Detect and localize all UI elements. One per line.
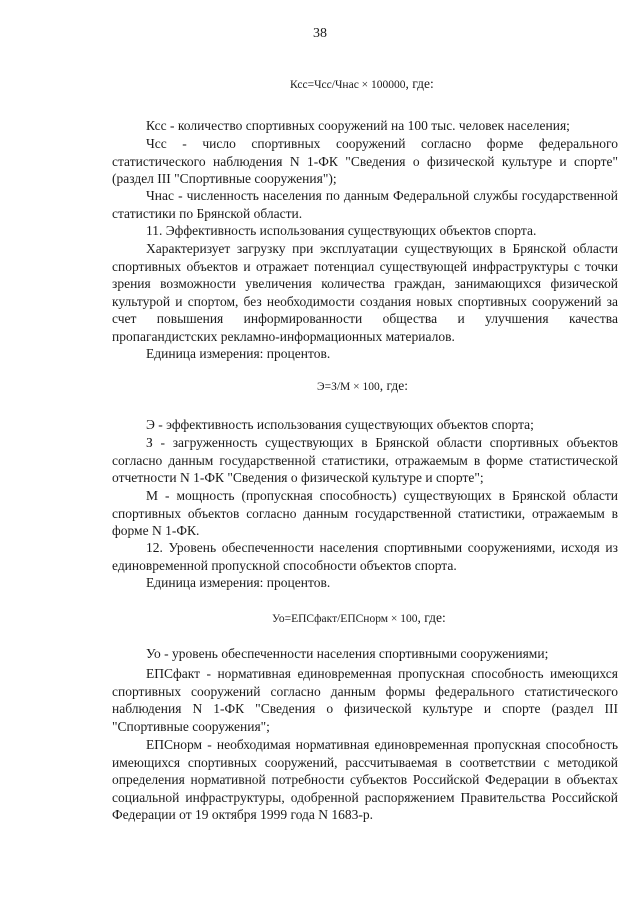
unit-of-measure: Единица измерения: процентов. xyxy=(146,346,331,361)
definition-chnas: Чнас - численность населения по данным Федеральной службы государственной статистики по Брянской области. xyxy=(112,188,618,221)
definition-chss: Чсс - число спортивных сооружений согласно форме федерального статистического наблюдения N 1-ФК "Сведения о физической культуре и спорте" (раздел III "Спортивные сооружения"); xyxy=(112,136,618,186)
formula-expression: Ксс=Чсс/Чнас × 100000 xyxy=(290,79,406,91)
definition-e: Э - эффективность использования существующих объектов спорта; xyxy=(146,417,534,432)
page-number: 38 xyxy=(313,26,327,41)
definition-z: З - загруженность существующих в Брянской области спортивных объектов согласно данным государственной статистики, отражаемым в форме статистической отчетности N 1-ФК "Сведения о физической культуре и спорте"; xyxy=(112,435,618,485)
formula-expression: Э=З/М × 100 xyxy=(317,381,380,393)
formula-sports-facilities xyxy=(290,76,434,92)
definition-eps-norm: ЕПСнорм - необходимая нормативная единовременная пропускная способность имеющихся спортивных сооружений, рассчитываемая в соответствии с методикой определения нормативной потребности субъектов Российской Федерации в объектах социальной инфраструктуры, одобренной распоряжением Правительства Российской Федерации от 19 октября 1999 года N 1683-р. xyxy=(112,737,618,822)
formula-efficiency xyxy=(317,378,408,394)
definition-uo: Уо - уровень обеспеченности населения спортивными сооружениями; xyxy=(146,646,549,661)
definition-eps-fakt: ЕПСфакт - нормативная единовременная пропускная способность имеющихся спортивных сооружений согласно данным формы федерального статистического наблюдения N 1-ФК "Сведения о физической культуре и спорте (раздел III "Спортивные сооружения"; xyxy=(112,666,618,734)
formula-suffix: , где: xyxy=(379,378,408,393)
unit-of-measure-2: Единица измерения: процентов. xyxy=(146,575,331,590)
formula-suffix: , где: xyxy=(405,76,434,91)
paragraph-characteristic: Характеризует загрузку при эксплуатации существующих в Брянской области спортивных объектов и отражает потенциал существующей инфраструктуры с точки зрения возможности увеличения количества граждан, занимающихся физической культурой и спортом, без необходимости создания новых спортивных сооружений за счет повышения информированности общества и улучшения качества пропагандистских рекламно-информационных материалов. xyxy=(112,241,618,344)
definition-m: М - мощность (пропускная способность) существующих в Брянской области спортивных объектов согласно данным государственной статистики, отражаемым в форме N 1-ФК. xyxy=(112,488,618,538)
formula-suffix: , где: xyxy=(417,610,446,625)
formula-expression: Уо=ЕПСфакт/ЕПСнорм × 100 xyxy=(272,613,418,625)
formula-provision-level xyxy=(272,610,446,626)
section-heading-12: 12. Уровень обеспеченности населения спортивными сооружениями, исходя из единовременной пропускной способности объектов спорта. xyxy=(112,540,618,573)
definition-kss: Ксс - количество спортивных сооружений на 100 тыс. человек населения; xyxy=(146,118,570,133)
section-heading-11: 11. Эффективность использования существующих объектов спорта. xyxy=(146,223,537,238)
